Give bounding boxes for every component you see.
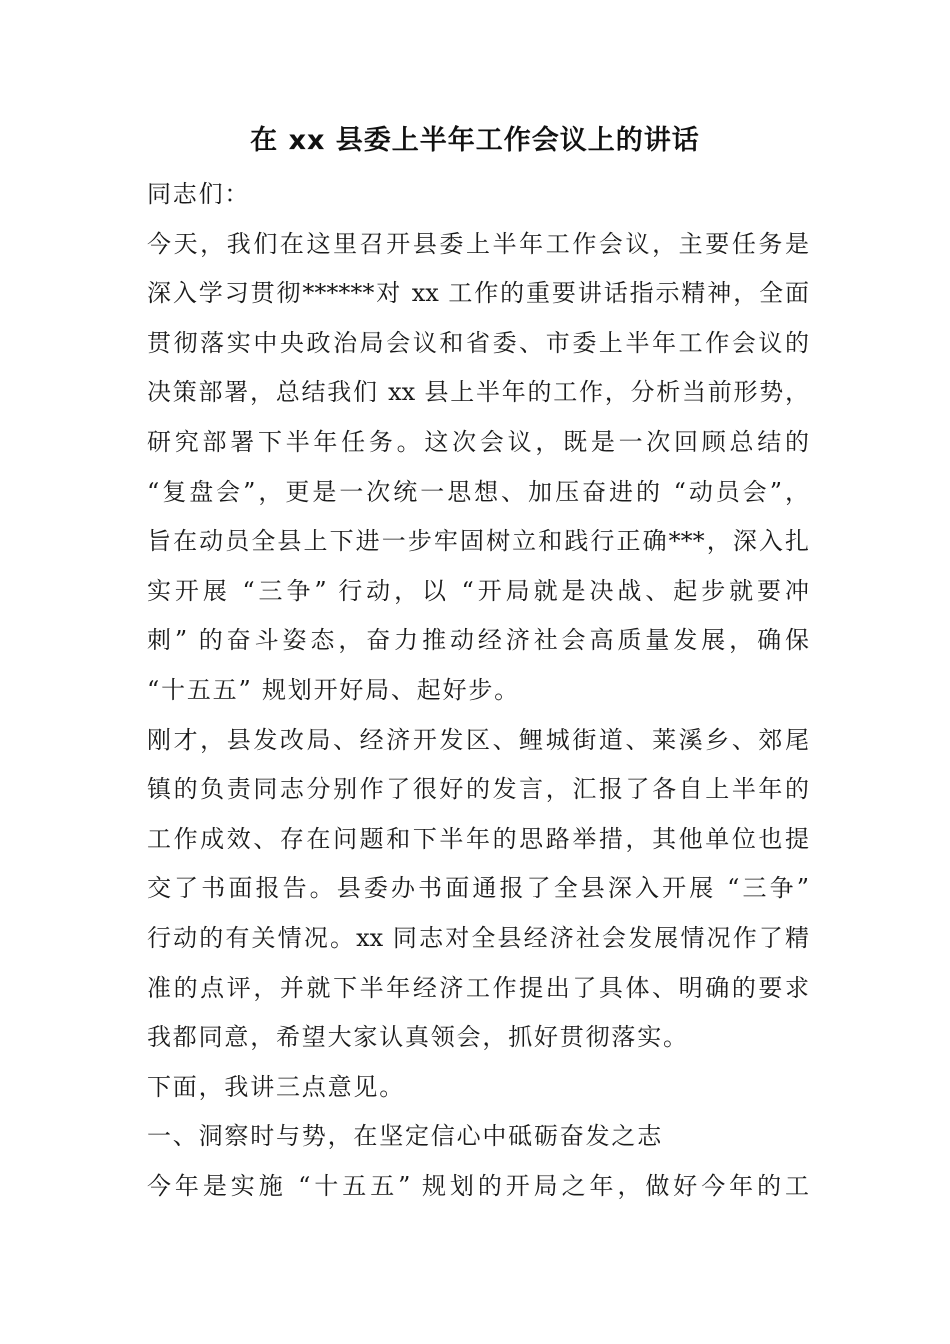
paragraph-1-line-1: 今天，我们在这里召开县委上半年工作会议，主要任务是 (147, 229, 809, 258)
paragraph-2-line-3: 工作成效、存在问题和下半年的思路举措，其他单位也提 (147, 824, 809, 853)
paragraph-1-line-9: 刺” 的奋斗姿态，奋力推动经济社会高质量发展，确保 (147, 626, 809, 655)
paragraph-1-line-7: 旨在动员全县上下进一步牢固树立和践行正确***，深入扎 (147, 527, 809, 556)
document-body (147, 170, 809, 1211)
paragraph-1-line-2: 深入学习贯彻******对 xx 工作的重要讲话指示精神，全面 (147, 279, 809, 308)
salutation-line: 同志们： (147, 180, 251, 208)
paragraph-1-line-8: 实开展 “三争” 行动，以 “开局就是决战、起步就要冲 (147, 576, 809, 605)
paragraph-1-line-5: 研究部署下半年任务。这次会议，既是一次回顾总结的 (147, 427, 809, 456)
paragraph-2-line-6: 准的点评，并就下半年经济工作提出了具体、明确的要求 (147, 973, 809, 1002)
paragraph-3-line-1: 下面，我讲三点意见。 (147, 1072, 405, 1101)
document-title: 在 xx 县委上半年工作会议上的讲话 (250, 125, 700, 156)
paragraph-1-line-6: “复盘会”，更是一次统一思想、加压奋进的 “动员会”， (147, 477, 809, 506)
paragraph-2-line-4: 交了书面报告。县委办书面通报了全县深入开展 “三争” (147, 874, 809, 903)
paragraph-2-line-7: 我都同意，希望大家认真领会，抓好贯彻落实。 (147, 1023, 689, 1052)
paragraph-2-line-1: 刚才，县发改局、经济开发区、鲤城街道、莱溪乡、郊尾 (147, 725, 809, 754)
paragraph-1-line-4: 决策部署，总结我们 xx 县上半年的工作，分析当前形势， (147, 378, 809, 407)
paragraph-4-line-1: 今年是实施 “十五五” 规划的开局之年，做好今年的工 (147, 1171, 809, 1200)
paragraph-2-line-2: 镇的负责同志分别作了很好的发言，汇报了各自上半年的 (147, 775, 809, 804)
paragraph-2-line-5: 行动的有关情况。xx 同志对全县经济社会发展情况作了精 (147, 923, 809, 952)
section-heading-1: 一、洞察时与势，在坚定信心中砥砺奋发之志 (147, 1122, 663, 1151)
paragraph-1-line-10: “十五五” 规划开好局、起好步。 (147, 675, 520, 704)
paragraph-1-line-3: 贯彻落实中央政治局会议和省委、市委上半年工作会议的 (147, 328, 809, 357)
